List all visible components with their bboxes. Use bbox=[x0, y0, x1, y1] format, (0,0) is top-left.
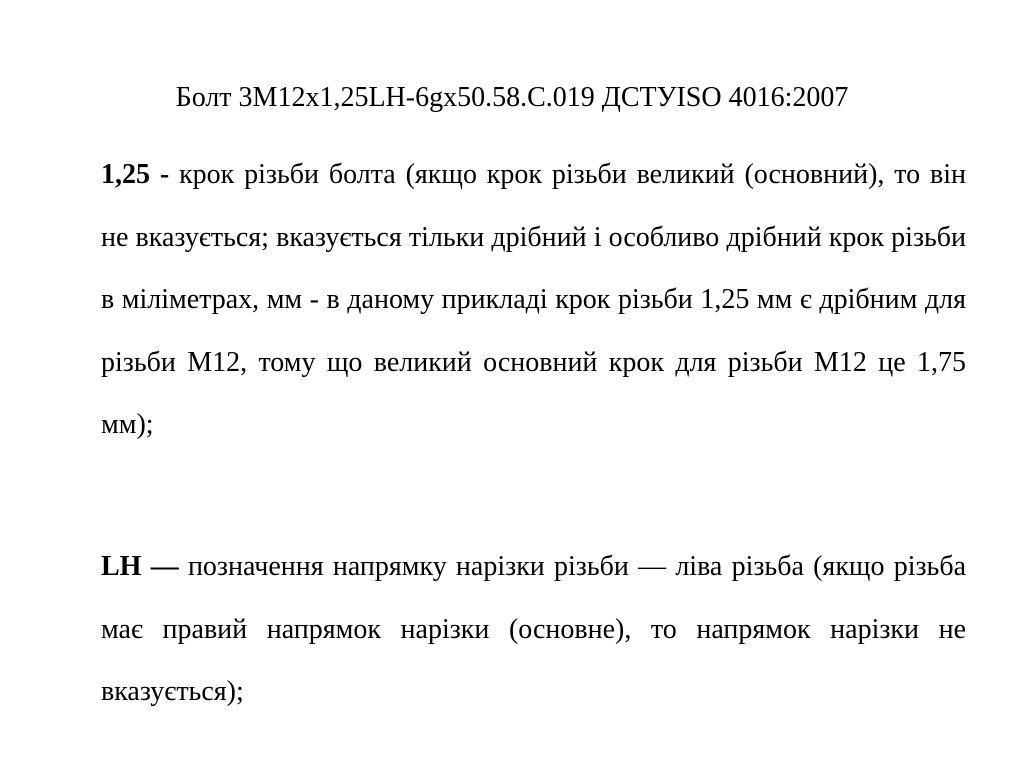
term-thread-pitch: 1,25 - bbox=[101, 159, 170, 190]
paragraph-thread-direction bbox=[101, 536, 966, 724]
paragraph-thread-direction-text: позначення напрямку нарізки різьби — ліва різьба (якщо різьба має правий напрямок нарізки (основне), то напрямок нарізки не вказується); bbox=[101, 551, 966, 708]
paragraph-thread-pitch-text: крок різьби болта (якщо крок різьби великий (основний), то він не вказується; вказується тільки дрібний і особливо дрібний крок різьби в міліметрах, мм - в даному прикладі крок різьби 1,25 мм є дрібним для різьби М12, тому що великий основний крок для різьби М12 це 1,75 мм); bbox=[101, 159, 966, 441]
slide-title: Болт 3М12х1,25LH-6gх50.58.С.019 ДСТУISO 4016:2007 bbox=[175, 82, 849, 113]
paragraph-thread-pitch bbox=[101, 144, 966, 457]
term-thread-direction: LH — bbox=[101, 551, 179, 582]
